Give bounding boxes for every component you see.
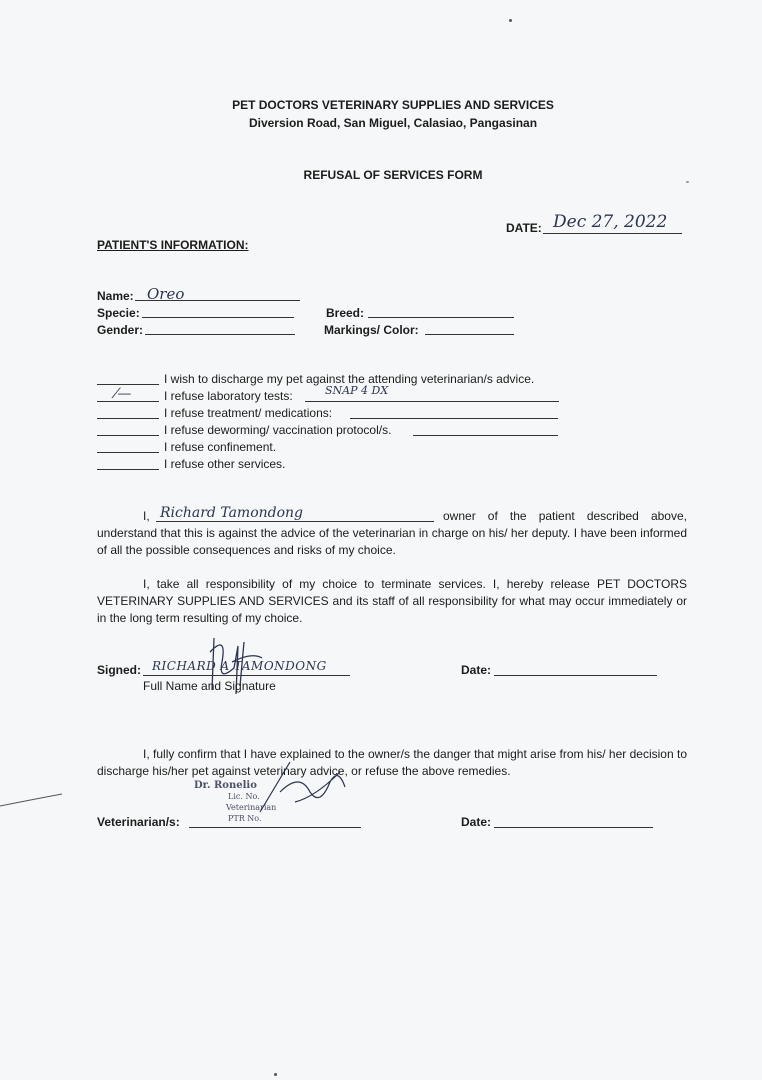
option-text: I refuse deworming/ vaccination protocol/s.	[164, 423, 392, 437]
statement1-line1-rest: owner of the patient described above,	[443, 509, 687, 523]
statement1-prefix: I,	[143, 509, 150, 523]
veterinarian-label: Veterinarian/s:	[97, 815, 180, 829]
markings-line[interactable]	[425, 334, 514, 335]
vet-date-line[interactable]	[494, 827, 653, 828]
form-title: REFUSAL OF SERVICES FORM	[303, 168, 483, 182]
date-value[interactable]: Dec 27, 2022	[553, 212, 668, 232]
breed-line[interactable]	[368, 317, 514, 318]
stamp-line: Dr. Ronelio	[194, 780, 257, 791]
option-blank[interactable]	[97, 469, 159, 470]
owner-name-value[interactable]: Richard Tamondong	[160, 505, 304, 521]
option-blank[interactable]	[97, 452, 159, 453]
company-name: PET DOCTORS VETERINARY SUPPLIES AND SERVICES	[232, 98, 554, 112]
vet-confirmation: I, fully confirm that I have explained to the owner/s the danger that might arise from his/ her decision to discharge his/her pet against veterinary advice, or refuse the above remedies.	[97, 747, 687, 778]
owner-name-line	[156, 521, 434, 522]
statement2: I, take all responsibility of my choice to terminate services. I, hereby release PET DOCTORS VETERINARY SUPPLIES AND SERVICES and its staff of all responsibility for what may occur immediately or in the long term resulting of my choice.	[97, 577, 687, 625]
signed-label: Signed:	[97, 663, 141, 677]
name-label: Name:	[97, 289, 134, 303]
option-blank[interactable]	[97, 418, 159, 419]
signed-value[interactable]: RICHARD A TAMONDONG	[152, 659, 327, 673]
gender-label: Gender:	[97, 323, 144, 337]
option-text: I wish to discharge my pet against the attending veterinarian/s advice.	[164, 372, 535, 386]
date-line	[543, 233, 682, 234]
signed-date-line[interactable]	[494, 675, 657, 676]
scan-stray-mark	[0, 790, 70, 810]
option-text: I refuse other services.	[164, 457, 286, 471]
stamp-line: PTR No.	[228, 814, 262, 823]
signature-caption: Full Name and Signature	[143, 679, 276, 693]
treatment-line[interactable]	[350, 418, 558, 419]
company-address: Diversion Road, San Miguel, Calasiao, Pangasinan	[248, 116, 538, 130]
patient-section-title: PATIENT'S INFORMATION:	[97, 238, 249, 252]
veterinarian-line[interactable]	[189, 827, 361, 828]
stamp-line: Lic. No.	[228, 792, 260, 801]
option-text: I refuse confinement.	[164, 440, 277, 454]
markings-label: Markings/ Color:	[324, 323, 419, 337]
scan-speck	[509, 19, 512, 22]
vet-date-label: Date:	[461, 815, 492, 829]
lab-tests-line[interactable]	[305, 401, 559, 402]
breed-label: Breed:	[326, 306, 365, 320]
specie-line[interactable]	[142, 317, 294, 318]
vet-signature-scribble	[250, 752, 360, 822]
option-text: I refuse treatment/ medications:	[164, 406, 333, 420]
option-blank[interactable]	[97, 384, 159, 385]
option-text: I refuse laboratory tests:	[164, 389, 293, 403]
statement1-body: understand that this is against the advice of the veterinarian in charge on his/ her deputy. I have been informed of all the possible consequences and risks of my choice.	[97, 526, 687, 557]
check-mark: ⁄—	[115, 386, 132, 402]
specie-label: Specie:	[97, 306, 140, 320]
gender-line[interactable]	[145, 334, 295, 335]
stamp-line: Veterinarian	[226, 803, 277, 812]
deworming-line[interactable]	[413, 435, 558, 436]
name-value[interactable]: Oreo	[147, 285, 185, 303]
scan-speck	[274, 1073, 277, 1076]
signed-date-label: Date:	[461, 663, 492, 677]
lab-tests-value[interactable]: SNAP 4 DX	[325, 384, 389, 397]
date-label: DATE:	[506, 221, 542, 235]
option-blank[interactable]	[97, 435, 159, 436]
